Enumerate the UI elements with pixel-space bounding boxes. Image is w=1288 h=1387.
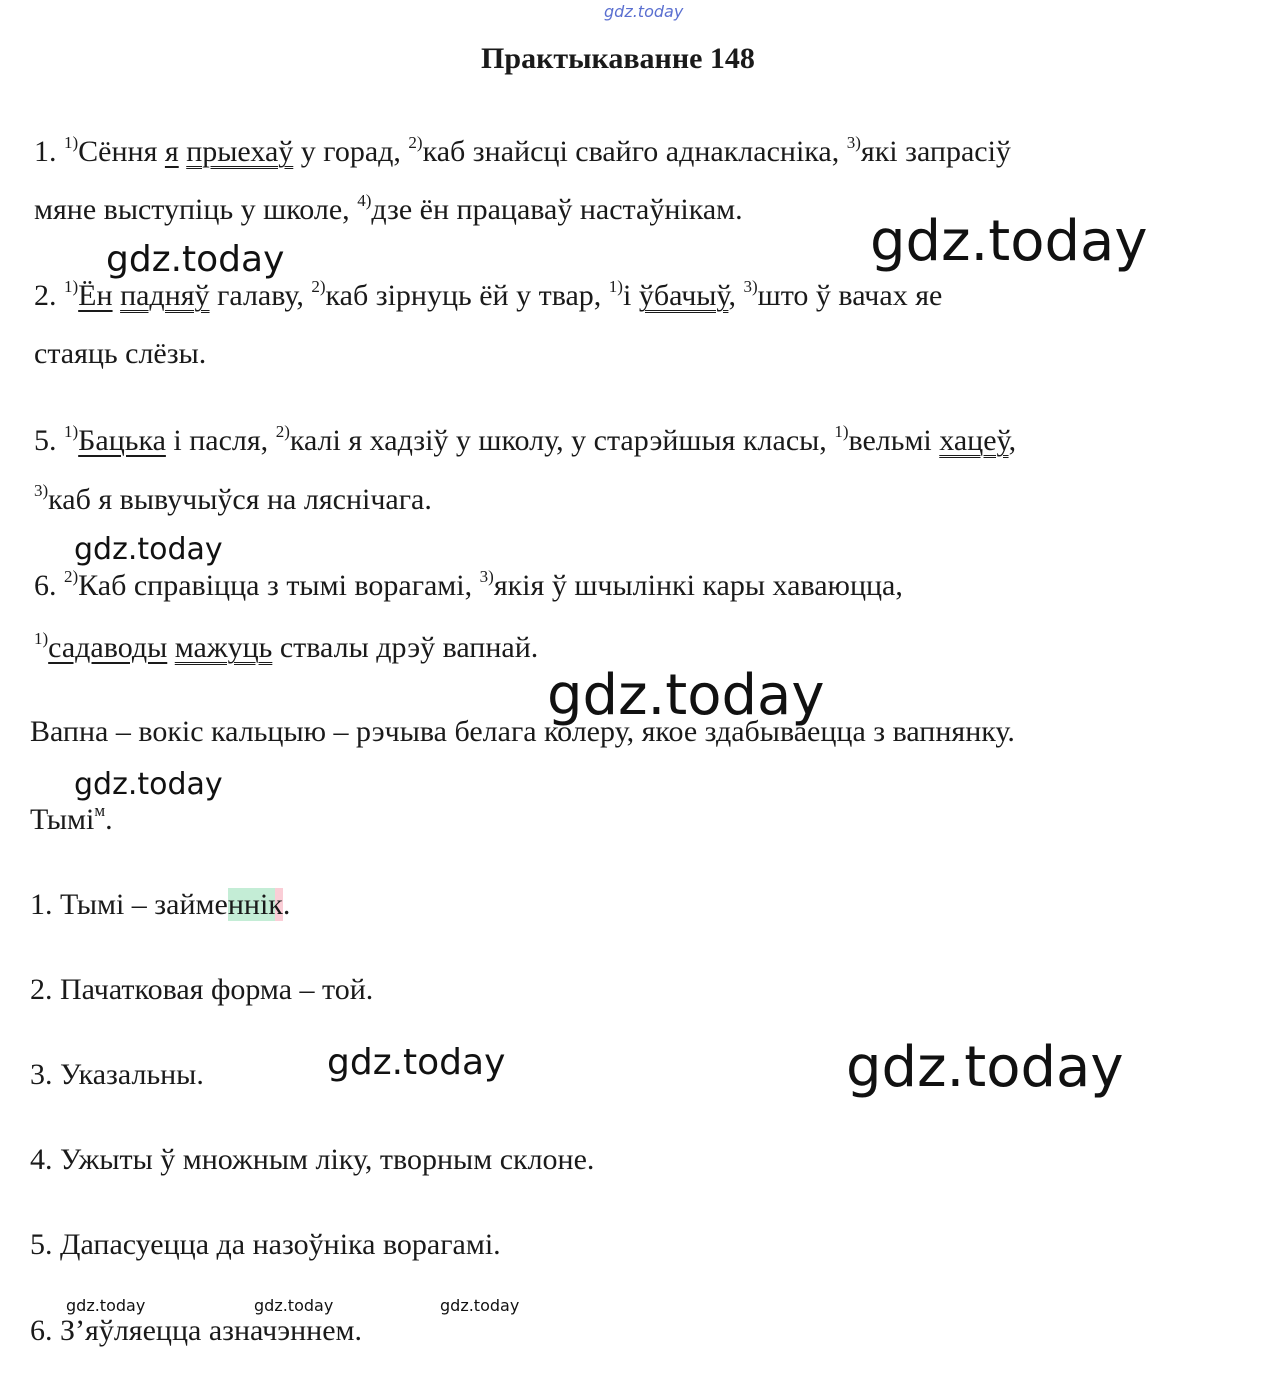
watermark: gdz.today	[846, 1035, 1124, 1100]
clause-index: 1)	[34, 629, 49, 648]
analysis-item-1-highlight: ннік	[227, 888, 283, 921]
clause-index: 2)	[408, 133, 423, 152]
clause-index: 3)	[479, 567, 494, 586]
analysis-item-1	[30, 887, 290, 923]
watermark: gdz.today	[74, 532, 223, 567]
predicate-word: прыехаў	[186, 135, 294, 168]
clause-index: 2)	[311, 277, 326, 296]
sentence-text	[57, 569, 65, 602]
sentence-text: каб я вывучыўся на ляснічага.	[48, 483, 432, 516]
analysis-item-1-pre: 1. Тымі – займе	[30, 888, 228, 921]
sentence-text: што ў вачах яе	[757, 279, 943, 312]
sentence-text: ствалы дрэў вапнай.	[272, 631, 539, 664]
sentence-text: які запрасіў	[860, 135, 1011, 168]
sentence-text: галаву,	[209, 279, 312, 312]
sentence-text	[57, 279, 65, 312]
sentence-text: ,	[1008, 424, 1017, 457]
sentence-text: вельмі	[848, 424, 940, 457]
clause-index: 3)	[743, 277, 758, 296]
clause-index: 2)	[64, 567, 79, 586]
sentence-5-line2	[34, 482, 432, 518]
sentence-text: Сёння	[78, 135, 165, 168]
subject-word: Ён	[78, 279, 113, 312]
watermark: gdz.today	[106, 239, 285, 280]
analysis-item-1-post: .	[282, 888, 291, 921]
clause-index: 3)	[846, 133, 861, 152]
sentence-text: якія ў шчылінкі кары хаваюцца,	[493, 569, 903, 602]
morph-heading	[30, 802, 113, 838]
clause-index: 1)	[64, 133, 79, 152]
sentence-6-line2	[34, 630, 538, 666]
subject-word: я	[164, 135, 179, 168]
sentence-text: ,	[728, 279, 744, 312]
predicate-word: ўбачыў	[638, 279, 729, 312]
clause-index: 1)	[834, 422, 849, 441]
sentence-text: каб зірнуць ёй у твар,	[325, 279, 609, 312]
clause-index: 3)	[34, 481, 49, 500]
watermark: gdz.today	[254, 1296, 334, 1315]
sentence-text: дзе ён працаваў настаўнікам.	[371, 193, 743, 226]
clause-index: 1)	[64, 277, 79, 296]
sentence-1-line1	[34, 134, 1011, 170]
predicate-word: хацеў	[939, 424, 1009, 457]
sentence-text: калі я хадзіў у школу, у старэйшыя класы,	[289, 424, 835, 457]
analysis-item-5: 5. Дапасуецца да назоўніка ворагамі.	[30, 1228, 501, 1261]
clause-index: 1)	[64, 422, 79, 441]
definition-line: Вапна – вокіс кальцыю – рэчыва белага колеру, якое здабываецца з вапнянку.	[30, 715, 1015, 748]
sentence-number: 5.	[34, 424, 57, 457]
sentence-2-line2	[34, 336, 206, 372]
sentence-2-line1	[34, 278, 942, 314]
analysis-item-6: 6. З’яўляецца азначэннем.	[30, 1314, 363, 1347]
sentence-text: стаяць слёзы.	[34, 337, 207, 370]
predicate-word: мажуць	[174, 631, 273, 664]
watermark: gdz.today	[66, 1296, 146, 1315]
watermark: gdz.today	[327, 1042, 506, 1083]
sentence-text: і	[622, 279, 639, 312]
analysis-item-3: 3. Указальны.	[30, 1058, 204, 1091]
sentence-6-line1	[34, 568, 903, 604]
morph-dot: .	[105, 803, 113, 836]
clause-index: 4)	[357, 191, 372, 210]
sentence-text	[57, 135, 65, 168]
watermark: gdz.today	[870, 209, 1148, 274]
watermark: gdz.today	[547, 663, 825, 728]
morph-superscript: м	[94, 801, 106, 820]
analysis-item-4: 4. Ужыты ў множным ліку, творным склоне.	[30, 1143, 595, 1176]
clause-index: 2)	[275, 422, 290, 441]
sentence-text: мяне выступіць у школе,	[34, 193, 358, 226]
watermark: gdz.today	[74, 767, 223, 802]
sentence-number: 1.	[34, 135, 57, 168]
watermark: gdz.today	[604, 2, 684, 21]
sentence-text: і пасля,	[165, 424, 276, 457]
sentence-number: 6.	[34, 569, 57, 602]
predicate-word: падняў	[120, 279, 210, 312]
sentence-text: Каб справіцца з тымі ворагамі,	[78, 569, 480, 602]
analysis-item-2: 2. Пачатковая форма – той.	[30, 973, 374, 1006]
page-title: Практыкаванне 148	[481, 42, 755, 75]
subject-word: Бацька	[78, 424, 166, 457]
clause-index: 1)	[608, 277, 623, 296]
sentence-number: 2.	[34, 279, 57, 312]
morph-word: Тымі	[30, 803, 95, 836]
sentence-text	[167, 631, 175, 664]
sentence-1-line2	[34, 192, 743, 228]
watermark: gdz.today	[440, 1296, 520, 1315]
sentence-text	[113, 279, 121, 312]
sentence-text: каб знайсці свайго аднакласніка,	[422, 135, 847, 168]
sentence-text: у горад,	[293, 135, 409, 168]
sentence-text	[57, 424, 65, 457]
sentence-5-line1	[34, 423, 1016, 459]
subject-word: садаводы	[48, 631, 168, 664]
